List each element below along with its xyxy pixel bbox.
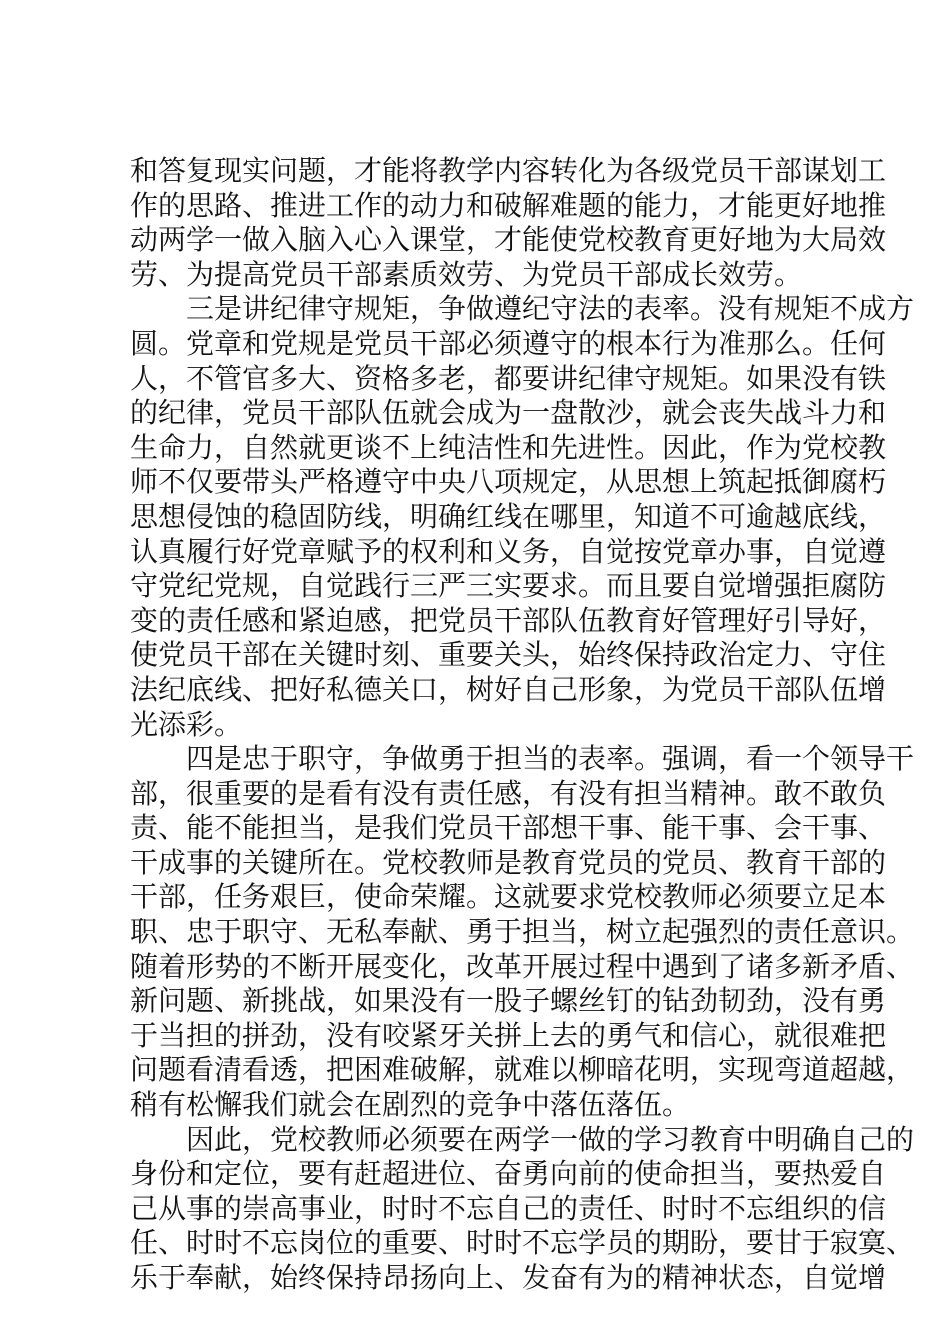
text-line: 人，不管官多大、资格多老，都要讲纪律守规矩。如果没有铁	[130, 361, 887, 395]
text-line: 守党纪党规，自觉践行三严三实要求。而且要自觉增强拒腐防	[130, 569, 887, 603]
text-line: 职、忠于职守、无私奉献、勇于担当，树立起强烈的责任意识。	[130, 915, 915, 949]
text-line: 圆。党章和党规是党员干部必须遵守的根本行为准那么。任何	[130, 326, 887, 360]
text-line: 法纪底线、把好私德关口，树好自己形象，为党员干部队伍增	[130, 672, 887, 706]
text-line: 光添彩。	[130, 707, 243, 741]
text-line: 变的责任感和紧迫感，把党员干部队伍教育好管理好引导好，	[130, 603, 887, 637]
text-line: 于当担的拼劲，没有咬紧牙关拼上去的勇气和信心，就很难把	[130, 1018, 887, 1052]
text-line: 思想侵蚀的稳固防线，明确红线在哪里，知道不可逾越底线，	[130, 499, 887, 533]
text-line: 使党员干部在关键时刻、重要关头，始终保持政治定力、守住	[130, 638, 887, 672]
text-line: 稍有松懈我们就会在剧烈的竞争中落伍落伍。	[130, 1088, 691, 1122]
paragraph-start-line: 三是讲纪律守规矩，争做遵纪守法的表率。没有规矩不成方	[186, 292, 915, 326]
text-line: 随着形势的不断开展变化，改革开展过程中遇到了诸多新矛盾、	[130, 949, 915, 983]
text-line: 干成事的关键所在。党校教师是教育党员的党员、教育干部的	[130, 845, 887, 879]
text-line: 师不仅要带头严格遵守中央八项规定，从思想上筑起抵御腐朽	[130, 465, 887, 499]
text-line: 动两学一做入脑入心入课堂，才能使党校教育更好地为大局效	[130, 223, 887, 257]
text-line: 和答复现实问题，才能将教学内容转化为各级党员干部谋划工	[130, 154, 887, 187]
text-line: 干部，任务艰巨，使命荣耀。这就要求党校教师必须要立足本	[130, 880, 887, 914]
text-line: 责、能不能担当，是我们党员干部想干事、能干事、会干事、	[130, 811, 887, 845]
paragraph-start-line: 因此，党校教师必须要在两学一做的学习教育中明确自己的	[186, 1122, 915, 1156]
text-line: 生命力，自然就更谈不上纯洁性和先进性。因此，作为党校教	[130, 430, 887, 464]
text-line: 任、时时不忘岗位的重要、时时不忘学员的期盼，要甘于寂寞、	[130, 1226, 915, 1260]
paragraph-start-line: 四是忠于职守，争做勇于担当的表率。强调，看一个领导干	[186, 742, 915, 776]
text-line: 劳、为提高党员干部素质效劳、为党员干部成长效劳。	[130, 257, 803, 291]
text-line: 新问题、新挑战，如果没有一股子螺丝钉的钻劲韧劲，没有勇	[130, 984, 887, 1018]
text-line: 部，很重要的是看有没有责任感，有没有担当精神。敢不敢负	[130, 776, 887, 810]
body-text	[130, 154, 915, 1296]
text-line: 乐于奉献，始终保持昂扬向上、发奋有为的精神状态，自觉增	[130, 1261, 887, 1294]
text-line: 的纪律，党员干部队伍就会成为一盘散沙，就会丧失战斗力和	[130, 396, 887, 430]
text-line: 问题看清看透，把困难破解，就难以柳暗花明，实现弯道超越，	[130, 1053, 915, 1087]
text-line: 己从事的崇高事业，时时不忘自己的责任、时时不忘组织的信	[130, 1191, 887, 1225]
text-line: 身份和定位，要有赶超进位、奋勇向前的使命担当，要热爱自	[130, 1157, 887, 1191]
text-line: 作的思路、推进工作的动力和破解难题的能力，才能更好地推	[130, 188, 887, 222]
text-line: 认真履行好党章赋予的权利和义务，自觉按党章办事，自觉遵	[130, 534, 887, 568]
